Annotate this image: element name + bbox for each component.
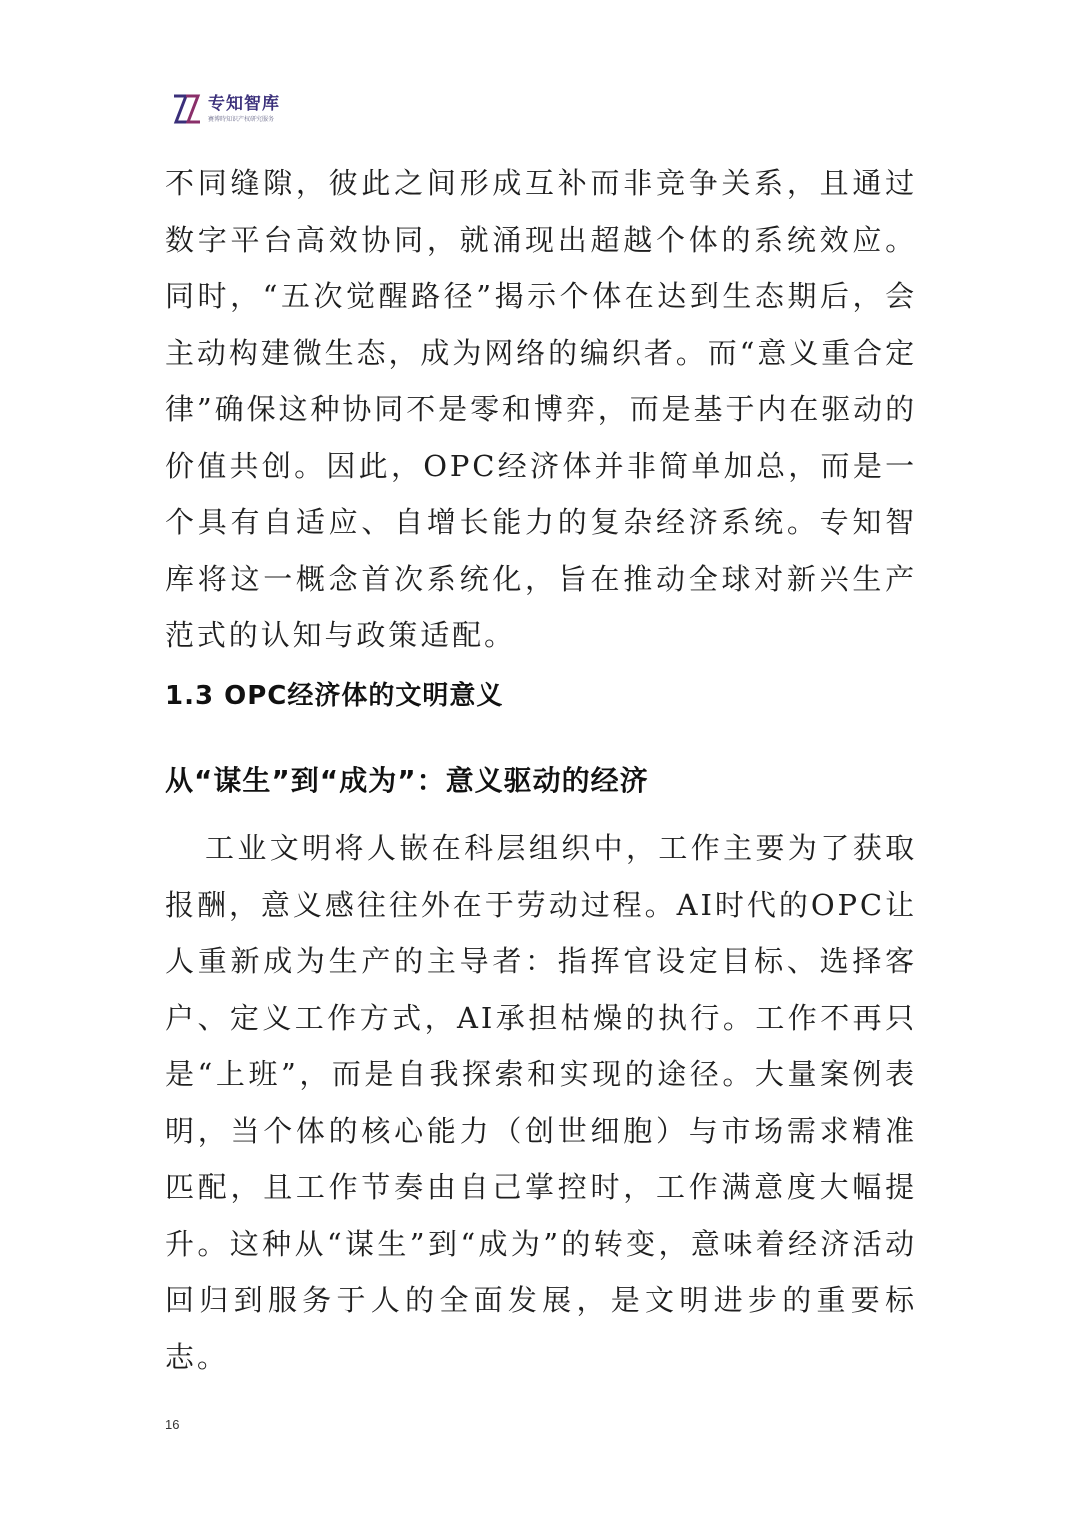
sub-heading: 从“谋生”到“成为”：意义驱动的经济: [165, 764, 649, 797]
logo-name: 专知智库: [208, 94, 280, 114]
logo-text: [208, 94, 280, 124]
zl-logo-icon: [172, 92, 202, 126]
body-paragraph-2: 工业文明将人嵌在科层组织中，工作主要为了获取报酬，意义感往往外在于劳动过程。AI时代的OPC让人重新成为生产的主导者：指挥官设定目标、选择客户、定义工作方式，AI承担枯燥的执行。工作不再只是“上班”，而是自我探索和实现的途径。大量案例表明，当个体的核心能力（创世细胞）与市场需求精准匹配，且工作节奏由自己掌控时，工作满意度大幅提升。这种从“谋生”到“成为”的转变，意味着经济活动回归到服务于人的全面发展，是文明进步的重要标志。: [165, 831, 917, 1374]
body-paragraph-1: 不同缝隙，彼此之间形成互补而非竞争关系，且通过数字平台高效协同，就涌现出超越个体的系统效应。同时，“五次觉醒路径”揭示个体在达到生态期后，会主动构建微生态，成为网络的编织者。而“意义重合定律”确保这种协同不是零和博弈，而是基于内在驱动的价值共创。因此，OPC经济体并非简单加总，而是一个具有自适应、自增长能力的复杂经济系统。专知智库将这一概念首次系统化，旨在推动全球对新兴生产范式的认知与政策适配。: [165, 166, 917, 652]
page-number: 16: [165, 1417, 180, 1432]
logo-tagline: 賽博時知识产权研究服务: [208, 116, 275, 123]
section-heading: 1.3 OPC经济体的文明意义: [165, 681, 504, 711]
header-logo: [172, 92, 280, 126]
